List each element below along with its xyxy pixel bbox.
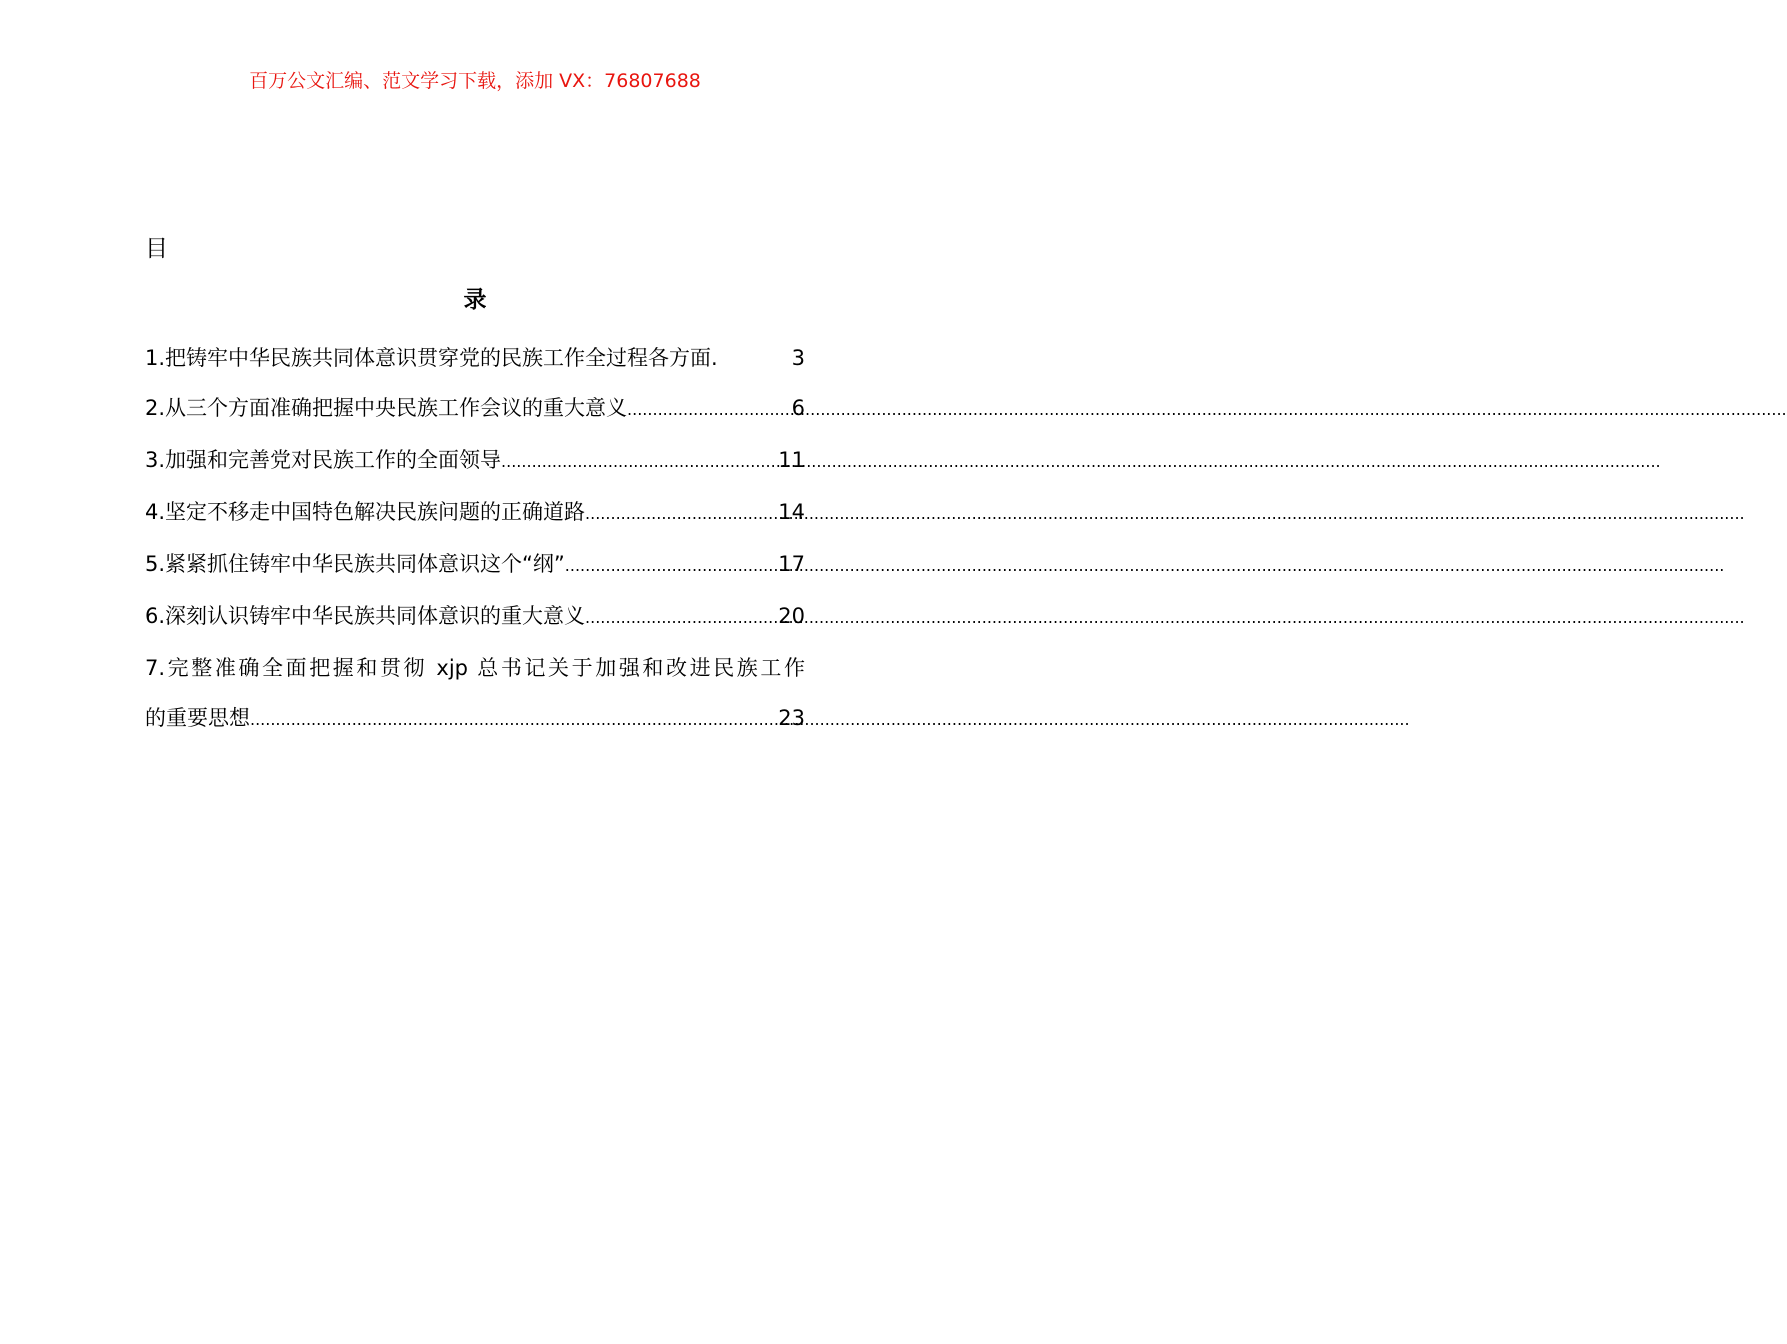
toc-leader bbox=[250, 695, 778, 745]
toc-entry-text: 2.从三个方面准确把握中央民族工作会议的重大意义 bbox=[145, 396, 628, 420]
toc-title-part1: 目 bbox=[145, 236, 168, 262]
toc-leader bbox=[585, 593, 778, 643]
toc-entry-text: 1.把铸牢中华民族共同体意识贯穿党的民族工作全过程各方面. bbox=[145, 346, 718, 370]
table-of-contents bbox=[145, 333, 805, 743]
toc-page-number: 3 bbox=[791, 346, 805, 370]
toc-entry[interactable] bbox=[145, 487, 805, 539]
toc-page-number: 20 bbox=[778, 604, 805, 628]
toc-entry[interactable] bbox=[145, 333, 805, 383]
toc-entry-text-continued: 的重要思想 bbox=[145, 706, 250, 730]
toc-entry[interactable] bbox=[145, 435, 805, 487]
toc-entry[interactable] bbox=[145, 591, 805, 643]
toc-page-number: 14 bbox=[778, 500, 805, 524]
toc-leader bbox=[501, 437, 778, 487]
toc-entry-continuation bbox=[145, 693, 805, 745]
toc-leader bbox=[585, 489, 778, 539]
toc-leader bbox=[565, 541, 778, 591]
toc-leader bbox=[627, 385, 792, 435]
toc-entry-text: 7.完整准确全面把握和贯彻 xjp 总书记关于加强和改进民族工作 bbox=[145, 656, 805, 680]
toc-entry-text: 3.加强和完善党对民族工作的全面领导 bbox=[145, 448, 502, 472]
toc-entry[interactable] bbox=[145, 383, 805, 435]
toc-title-part2: 录 bbox=[463, 287, 487, 313]
toc-page-number: 17 bbox=[778, 552, 805, 576]
toc-page-number: 11 bbox=[778, 448, 805, 472]
toc-page-number: 6 bbox=[791, 396, 805, 420]
toc-page-number: 23 bbox=[778, 706, 805, 730]
toc-entry-text: 4.坚定不移走中国特色解决民族问题的正确道路 bbox=[145, 500, 586, 524]
toc-entry[interactable] bbox=[145, 643, 805, 743]
toc-entry[interactable] bbox=[145, 539, 805, 591]
header-banner: 百万公文汇编、范文学习下载，添加 VX：76807688 bbox=[249, 70, 701, 92]
toc-entry-text: 6.深刻认识铸牢中华民族共同体意识的重大意义 bbox=[145, 604, 586, 628]
toc-entry-text: 5.紧紧抓住铸牢中华民族共同体意识这个“纲” bbox=[145, 552, 565, 576]
